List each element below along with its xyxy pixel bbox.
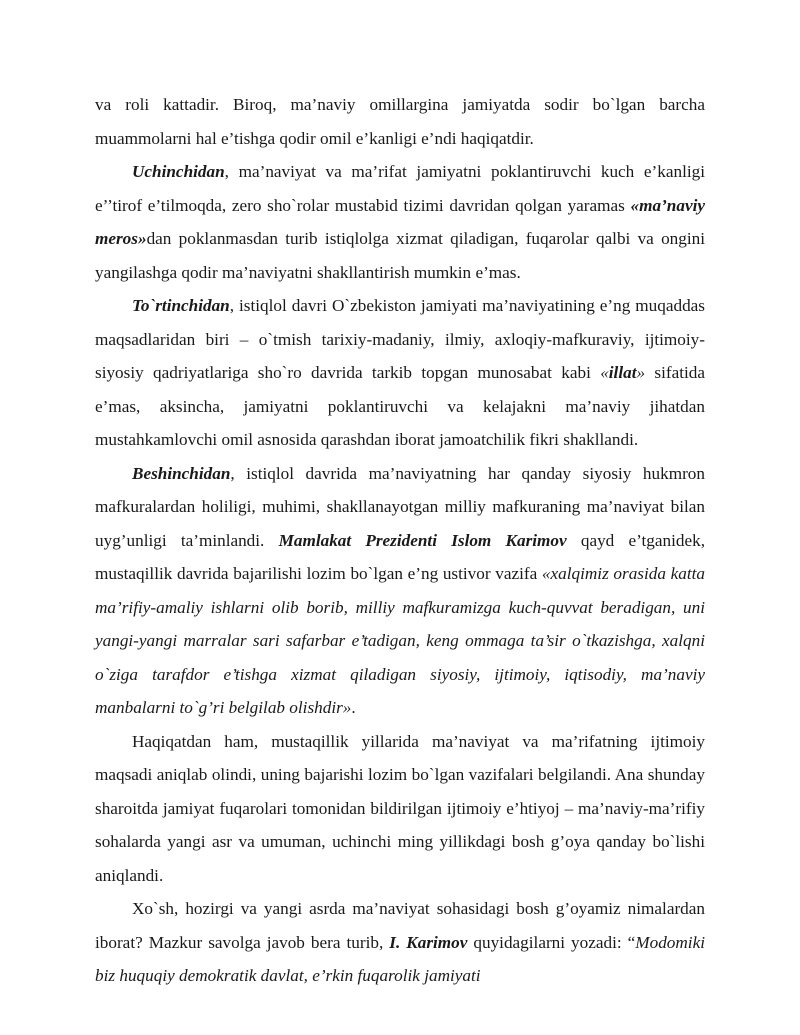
paragraph-2-lead: Uchinchidan	[132, 162, 225, 181]
paragraph-5	[95, 725, 705, 893]
paragraph-4-text-3: .	[351, 698, 356, 717]
paragraph-4-quote: «xalqimiz orasida katta ma’rifiy-amaliy ishlarni olib borib, milliy mafkuramizga kuch-quvvat beradigan, uni yangi-yangi marralar sari safarbar e’tadigan, keng ommaga ta’sir o`tkazishga, xalqni o`ziga tarafdor e’tishga xizmat qiladigan siyosiy, ijtimoiy, iqtisodiy, ma’naviy manbalarni to`g’ri belgilab olishdir»	[95, 564, 705, 717]
paragraph-6-text-2: quyidagilarni yozadi: “	[467, 932, 636, 952]
paragraph-3-lead: To`rtinchidan	[132, 296, 230, 315]
paragraph-2	[95, 155, 705, 289]
paragraph-4	[95, 457, 705, 725]
paragraph-6-name: I. Karimov	[389, 932, 468, 952]
paragraph-1	[95, 88, 705, 155]
paragraph-4-text-1: , istiqlol davrida ma’naviyatning har qanday siyosiy hukmron mafkuralardan holiligi, muhimi, shakllanayotgan milliy mafkuraning ma’naviyat bilan uyg’unligi ta’minlandi.	[95, 463, 705, 550]
paragraph-1-text: va roli kattadir. Biroq, ma’naviy omillargina jamiyatda sodir bo`lgan barcha muammolarni hal e’tishga qodir omil e’kanligi e’ndi haqiqatdir.	[95, 95, 705, 148]
paragraph-3-text-1: , istiqlol davri O`zbekiston jamiyati ma’naviyatining e’ng muqaddas maqsadlaridan biri – o`tmish tarixiy-madaniy, ilmiy, axloqiy-mafkuraviy, ijtimoiy-siyosiy qadriyatlariga sho`ro davrida tarkib topgan munosabat kabi	[95, 296, 705, 382]
paragraph-3	[95, 289, 705, 457]
paragraph-3-quote-open: «	[600, 363, 609, 382]
paragraph-3-quote-close: »	[636, 363, 646, 382]
document-page	[95, 88, 705, 993]
paragraph-6-text-1: Xo`sh, hozirgi va yangi asrda ma’naviyat sohasidagi bosh g’oyamiz nimalardan iborat? Mazkur savolga javob bera turib,	[95, 899, 705, 952]
paragraph-2-text-2: dan poklanmasdan turib istiqlolga xizmat qiladigan, fuqarolar qalbi va ongini yangilashga qodir ma’naviyatni shakllantirish mumkin e’mas.	[95, 229, 705, 282]
paragraph-5-text: Haqiqatdan ham, mustaqillik yillarida ma’naviyat va ma’rifatning ijtimoiy maqsadi aniqlab olindi, uning bajarishi lozim bo`lgan vazifalari belgilandi. Ana shunday sharoitda jamiyat fuqarolari tomonidan bildirilgan ijtimoiy e’htiyoj – ma’naviy-ma’rifiy sohalarda yangi asr va umuman, uchinchi ming yillikdagi bosh g’oya qanday bo`lishi aniqlandi.	[95, 731, 705, 885]
paragraph-4-text-2: qayd e’tganidek, mustaqillik davrida bajarilishi lozim bo`lgan e’ng ustivor vazifa	[95, 530, 705, 583]
paragraph-4-lead: Beshinchidan	[132, 463, 231, 483]
paragraph-4-name: Mamlakat Prezidenti Islom Karimov	[278, 530, 567, 550]
paragraph-6	[95, 892, 705, 993]
paragraph-3-text-2: sifatida e’mas, aksincha, jamiyatni poklantiruvchi va kelajakni ma’naviy jihatdan mustahkamlovchi omil asnosida qarashdan iborat jamoatchilik fikri shakllandi.	[95, 363, 705, 449]
paragraph-3-emphasis: illat	[608, 363, 637, 382]
paragraph-2-text-1: , ma’naviyat va ma’rifat jamiyatni poklantiruvchi kuch e’kanligi e’’tirof e’tilmoqda, zero sho`rolar mustabid tizimi davridan qolgan yaramas	[95, 162, 705, 215]
paragraph-6-quote: Modomiki biz huquqiy demokratik davlat, e’rkin fuqarolik jamiyati	[95, 932, 705, 985]
paragraph-2-emphasis: «ma’naviy meros»	[95, 195, 705, 248]
